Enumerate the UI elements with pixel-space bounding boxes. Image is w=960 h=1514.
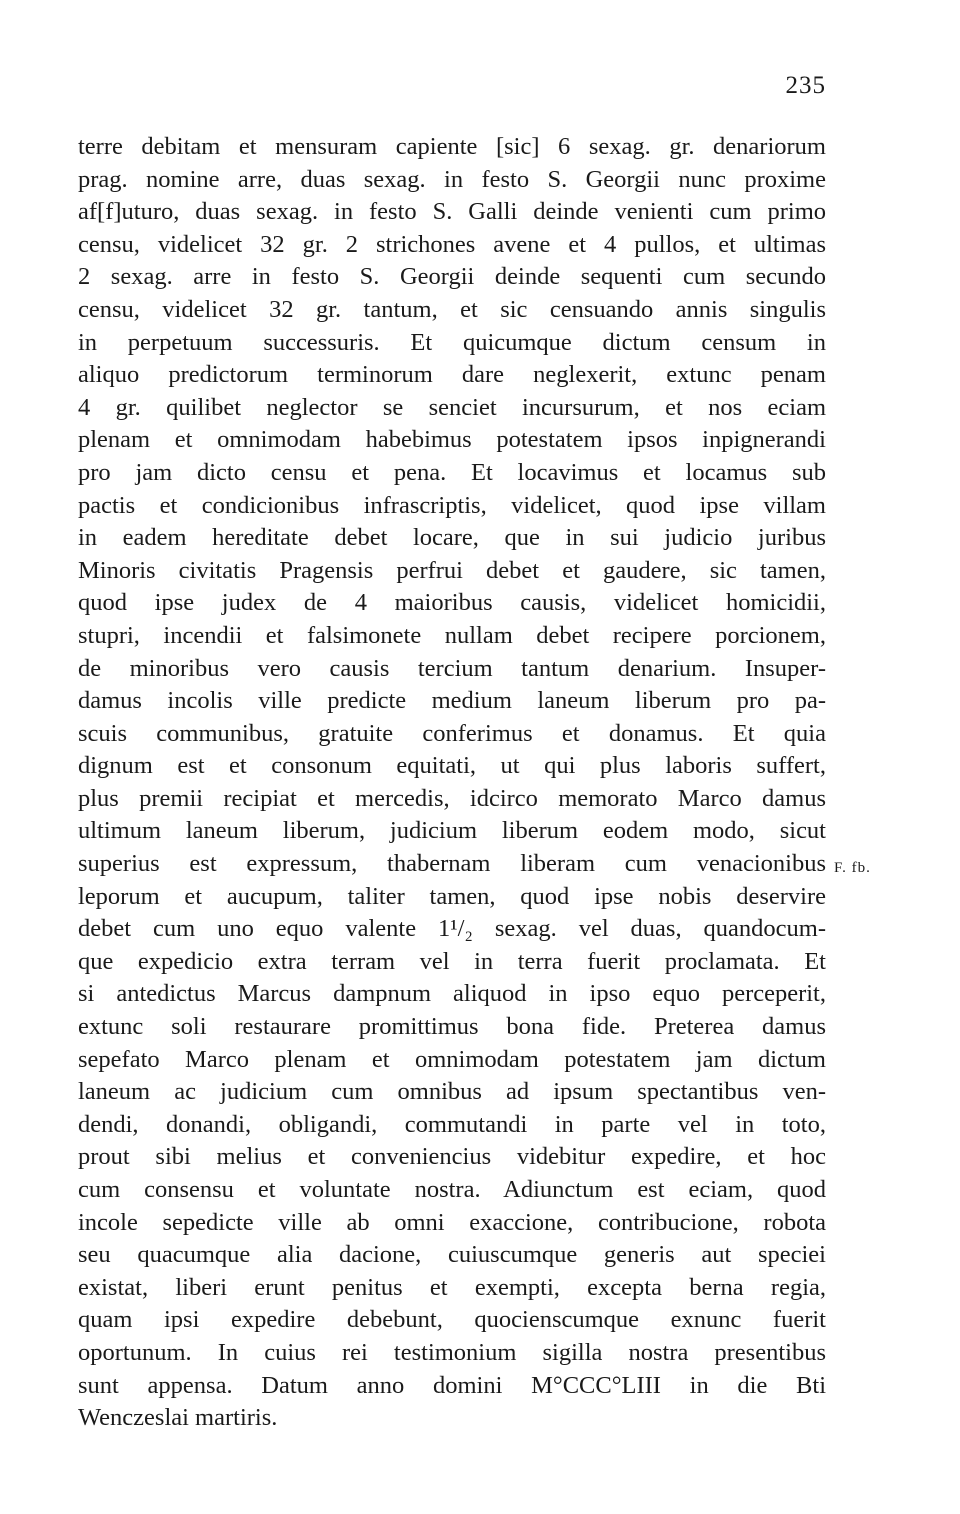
text-line: in perpetuum successuris. Et quicumque dictum censum in	[78, 328, 826, 356]
text-line: leporum et aucupum, taliter tamen, quod ipse nobis deservire	[78, 882, 826, 910]
body-text	[78, 131, 826, 1435]
text-line: 4 gr. quilibet neglector se senciet incursurum, et nos eciam	[78, 393, 826, 421]
text-line: que expedicio extra terram vel in terra fuerit proclamata. Et	[78, 947, 826, 975]
text-line: debet cum uno equo valente 1¹/₂ sexag. vel duas, quandocum-	[78, 915, 826, 943]
text-line: damus incolis ville predicte medium laneum liberum pro pa-	[78, 687, 826, 715]
text-line: prout sibi melius et conveniencius videbitur expedire, et hoc	[78, 1143, 826, 1171]
text-line: ultimum laneum liberum, judicium liberum eodem modo, sicut	[78, 817, 826, 845]
text-line: de minoribus vero causis tercium tantum denarium. Insuper-	[78, 654, 826, 682]
text-line: pactis et condicionibus infrascriptis, videlicet, quod ipse villam	[78, 491, 826, 519]
text-line: prag. nomine arre, duas sexag. in festo S. Georgii nunc proxime	[78, 165, 826, 193]
text-line: si antedictus Marcus dampnum aliquod in ipso equo perceperit,	[78, 980, 826, 1008]
text-line: stupri, incendii et falsimonete nullam debet recipere porcionem,	[78, 621, 826, 649]
text-line: incole sepedicte ville ab omni exaccione, contribucione, robota	[78, 1208, 826, 1236]
margin-note: F. fb.	[834, 860, 871, 876]
text-line: aliquo predictorum terminorum dare neglexerit, extunc penam	[78, 361, 826, 389]
text-line: 2 sexag. arre in festo S. Georgii deinde sequenti cum secundo	[78, 263, 826, 291]
text-line: dignum est et consonum equitati, ut qui plus laboris suffert,	[78, 752, 826, 780]
text-line: sunt appensa. Datum anno domini M°CCC°LIII in die Bti	[78, 1371, 826, 1399]
text-line: scuis communibus, gratuite conferimus et donamus. Et quia	[78, 719, 826, 747]
text-line: dendi, donandi, obligandi, commutandi in parte vel in toto,	[78, 1110, 826, 1138]
text-line: in eadem hereditate debet locare, que in sui judicio juribus	[78, 524, 826, 552]
text-line: quod ipse judex de 4 maioribus causis, videlicet homicidii,	[78, 589, 826, 617]
text-line: Wenczeslai martiris.	[78, 1404, 278, 1432]
text-line: terre debitam et mensuram capiente [sic] 6 sexag. gr. denariorum	[78, 133, 826, 160]
text-line: oportunum. In cuius rei testimonium sigilla nostra presentibus	[78, 1338, 826, 1366]
text-line: censu, videlicet 32 gr. tantum, et sic censuando annis singulis	[78, 295, 826, 323]
text-line: plenam et omnimodam habebimus potestatem ipsos inpignerandi	[78, 426, 826, 454]
text-line: quam ipsi expedire debebunt, quocienscumque exnunc fuerit	[78, 1306, 826, 1334]
text-line: seu quacumque alia dacione, cuiuscumque generis aut speciei	[78, 1241, 826, 1269]
text-line: plus premii recipiat et mercedis, idcirco memorato Marco damus	[78, 784, 826, 812]
text-line: censu, videlicet 32 gr. 2 strichones avene et 4 pullos, et ultimas	[78, 230, 826, 258]
text-line: pro jam dicto censu et pena. Et locavimus et locamus sub	[78, 458, 826, 486]
text-line: superius est expressum, thabernam liberam cum venacionibus	[78, 850, 826, 878]
text-line: af[f]uturo, duas sexag. in festo S. Galli deinde venienti cum primo	[78, 198, 826, 226]
page-number: 235	[785, 72, 826, 99]
text-line: Minoris civitatis Pragensis perfrui debet et gaudere, sic tamen,	[78, 556, 826, 584]
text-line: sepefato Marco plenam et omnimodam potestatem jam dictum	[78, 1045, 826, 1073]
text-line: extunc soli restaurare promittimus bona fide. Preterea damus	[78, 1013, 826, 1041]
text-line: existat, liberi erunt penitus et exempti, excepta berna regia,	[78, 1273, 826, 1301]
text-line: laneum ac judicium cum omnibus ad ipsum spectantibus ven-	[78, 1078, 826, 1106]
text-line: cum consensu et voluntate nostra. Adiunctum est eciam, quod	[78, 1176, 826, 1203]
